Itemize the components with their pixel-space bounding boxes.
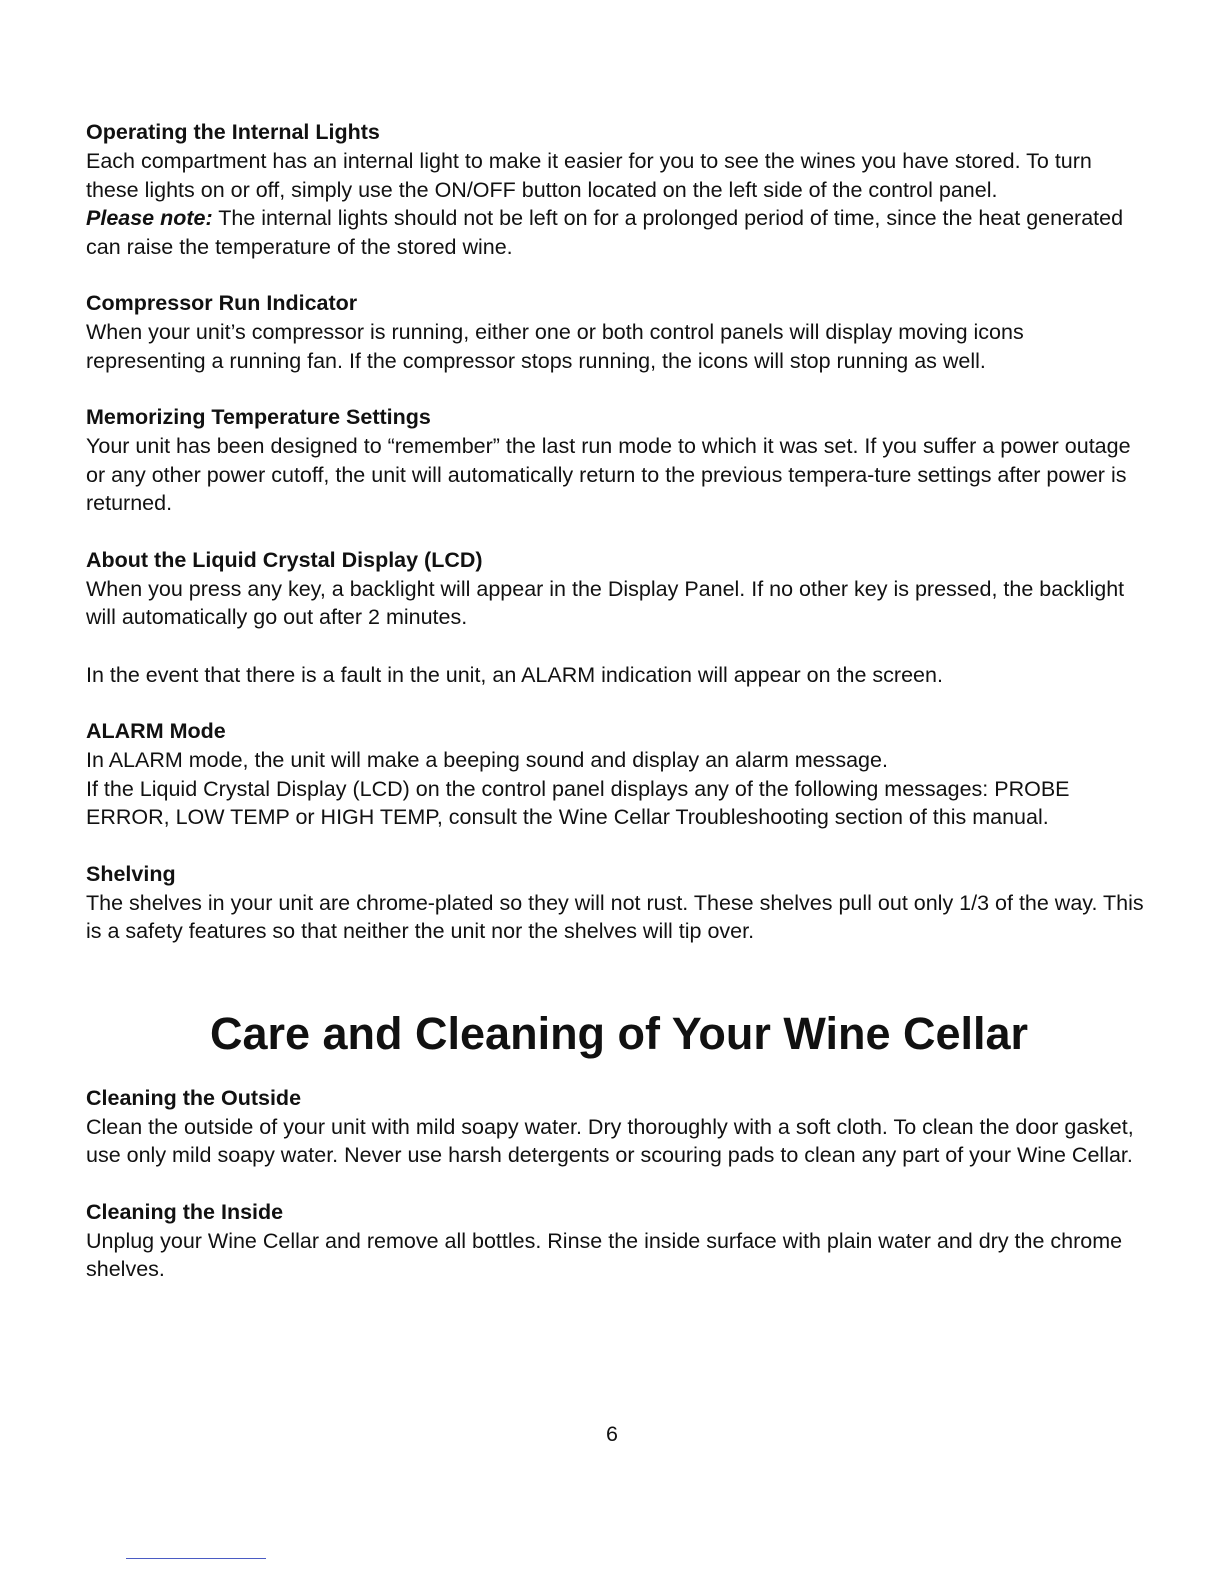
section-heading: About the Liquid Crystal Display (LCD) [86,547,483,572]
section-internal-lights [86,118,1146,261]
section-body-messages: If the Liquid Crystal Display (LCD) on the control panel displays any of the following messages: PROBE ERROR, LOW TEMP or HIGH TEMP, consult the Wine Cellar Troubleshooting section of this manual. [86,776,1070,829]
section-body: In ALARM mode, the unit will make a beeping sound and display an alarm message. [86,748,888,772]
note-text: The internal lights should not be left on for a prolonged period of time, since the heat generated can raise the temperature of the stored wine. [86,206,1124,259]
section-memorizing [86,403,1146,518]
section-body: The shelves in your unit are chrome-plated so they will not rust. These shelves pull out only 1/3 of the way. This is a safety features so that neither the unit nor the shelves will tip over. [86,890,1144,943]
section-shelving [86,860,1146,946]
section-heading: Operating the Internal Lights [86,120,380,144]
document-page [86,118,1146,1284]
section-alarm [86,717,1146,832]
note-label: Please note: [86,206,213,230]
section-heading: Cleaning the Outside [86,1085,302,1110]
note-paragraph [86,204,1146,261]
section-body-fault: In the event that there is a fault in the unit, an ALARM indication will appear on the screen. [86,662,943,687]
page-number: 6 [606,1422,618,1446]
section-heading: ALARM Mode [86,719,226,743]
section-heading: Cleaning the Inside [86,1199,284,1224]
page-title: Care and Cleaning of Your Wine Cellar [209,1007,1029,1059]
section-cleaning-inside [86,1198,1146,1284]
section-body: Clean the outside of your unit with mild soapy water. Dry thoroughly with a soft cloth. To clean the door gasket, use only mild soapy water. Never use harsh detergents or scouring pads to clean any part of your Wine Cellar. [86,1114,1134,1167]
section-body: Unplug your Wine Cellar and remove all bottles. Rinse the inside surface with plain water and dry the chrome shelves. [86,1228,1123,1281]
footer-rule [126,1558,266,1559]
section-body: Your unit has been designed to “remember” the last run mode to which it was set. If you suffer a power outage or any other power cutoff, the unit will automatically return to the previous tempera-ture settings after power is returned. [86,434,1131,515]
section-body: When your unit’s compressor is running, either one or both control panels will display moving icons representing a running fan. If the compressor stops running, the icons will stop running as well. [86,320,1024,373]
section-heading: Shelving [86,861,176,886]
section-body: When you press any key, a backlight will appear in the Display Panel. If no other key is pressed, the backlight will automatically go out after 2 minutes. [86,576,1125,629]
section-body: Each compartment has an internal light to make it easier for you to see the wines you have stored. To turn these lights on or off, simply use the ON/OFF button located on the left side of the control panel. [86,149,1092,202]
section-cleaning-outside [86,1084,1146,1170]
section-heading: Memorizing Temperature Settings [86,405,431,429]
section-heading: Compressor Run Indicator [86,291,358,315]
section-compressor [86,289,1146,375]
section-lcd [86,546,1146,690]
